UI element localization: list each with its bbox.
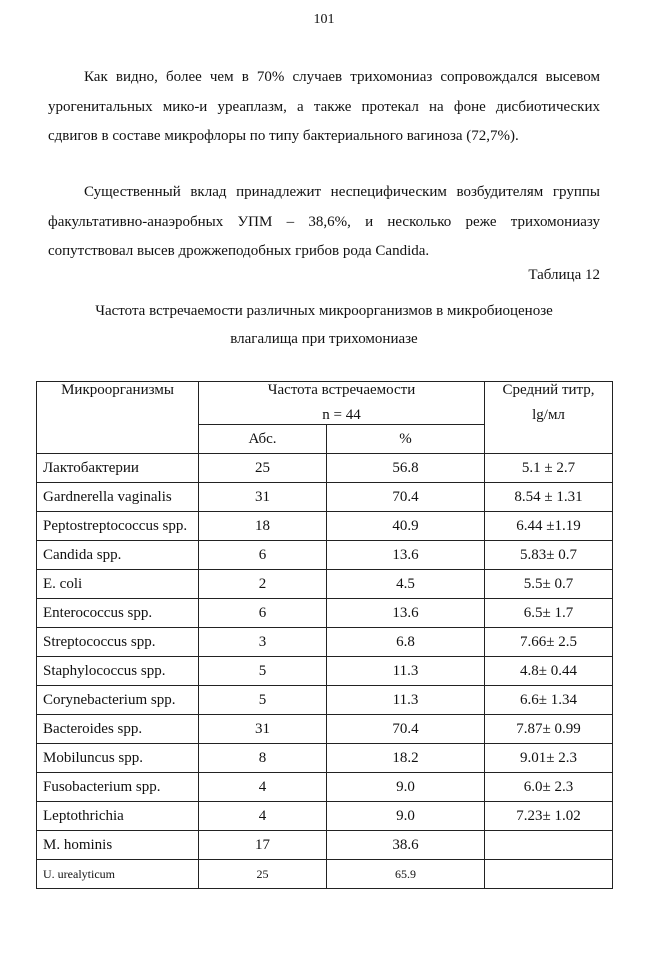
cell-abs: 31: [199, 715, 327, 744]
cell-abs: 4: [199, 773, 327, 802]
cell-abs: 5: [199, 686, 327, 715]
cell-percent: 56.8: [327, 454, 485, 483]
cell-percent: 6.8: [327, 628, 485, 657]
cell-microorganism: Bacteroides spp.: [37, 715, 199, 744]
table-body: [37, 454, 613, 889]
table-row: [37, 657, 613, 686]
header-titer: [485, 382, 613, 454]
cell-percent: 70.4: [327, 715, 485, 744]
cell-percent: 40.9: [327, 512, 485, 541]
cell-microorganism: Peptostreptococcus spp.: [37, 512, 199, 541]
cell-percent: 38.6: [327, 831, 485, 860]
header-abs: Абс.: [199, 425, 327, 454]
header-titer-line-2: lg/мл: [532, 407, 565, 423]
cell-percent: 70.4: [327, 483, 485, 512]
cell-microorganism: E. coli: [37, 570, 199, 599]
table-title: [48, 297, 600, 353]
cell-titer: 9.01± 2.3: [485, 744, 613, 773]
cell-abs: 17: [199, 831, 327, 860]
cell-abs: 5: [199, 657, 327, 686]
cell-microorganism: Fusobacterium spp.: [37, 773, 199, 802]
cell-abs: 8: [199, 744, 327, 773]
table-row: [37, 715, 613, 744]
cell-abs: 18: [199, 512, 327, 541]
cell-percent: 11.3: [327, 686, 485, 715]
paragraph-1: Как видно, более чем в 70% случаев трихомониаз сопровождался высевом урогенитальных мико-и уреаплазм, а также протекал на фоне дисбиотических сдвигов в составе микрофлоры по типу бактериального вагиноза (72,7%).: [48, 69, 600, 144]
table-row: [37, 483, 613, 512]
table-title-line-2: влагалища при трихомониазе: [230, 331, 418, 347]
table-row: [37, 541, 613, 570]
table-label: Таблица 12: [528, 267, 600, 283]
cell-percent: 11.3: [327, 657, 485, 686]
cell-titer: 6.44 ±1.19: [485, 512, 613, 541]
cell-titer: 7.66± 2.5: [485, 628, 613, 657]
table-row: [37, 454, 613, 483]
table-row: [37, 773, 613, 802]
cell-titer: 6.6± 1.34: [485, 686, 613, 715]
cell-titer: 5.5± 0.7: [485, 570, 613, 599]
cell-percent: 13.6: [327, 541, 485, 570]
cell-abs: 25: [199, 860, 327, 889]
cell-percent: 4.5: [327, 570, 485, 599]
cell-microorganism: Enterococcus spp.: [37, 599, 199, 628]
table-title-line-1: Частота встречаемости различных микроорганизмов в микробиоценозе: [95, 303, 553, 319]
table-row: [37, 512, 613, 541]
cell-microorganism: Streptococcus spp.: [37, 628, 199, 657]
table-row: [37, 831, 613, 860]
header-microorganisms: Микроорганизмы: [37, 382, 199, 454]
cell-titer: 4.8± 0.44: [485, 657, 613, 686]
cell-microorganism: Corynebacterium spp.: [37, 686, 199, 715]
header-percent: %: [327, 425, 485, 454]
cell-titer: [485, 831, 613, 860]
cell-abs: 31: [199, 483, 327, 512]
cell-abs: 6: [199, 599, 327, 628]
cell-titer: 5.83± 0.7: [485, 541, 613, 570]
table-row: [37, 599, 613, 628]
cell-abs: 6: [199, 541, 327, 570]
cell-titer: 5.1 ± 2.7: [485, 454, 613, 483]
cell-microorganism: U. urealyticum: [37, 860, 199, 889]
cell-microorganism: Лактобактерии: [37, 454, 199, 483]
cell-percent: 13.6: [327, 599, 485, 628]
cell-abs: 3: [199, 628, 327, 657]
header-frequency: [199, 382, 485, 425]
cell-percent: 65.9: [327, 860, 485, 889]
header-titer-line-1: Средний титр,: [502, 382, 595, 398]
header-frequency-label: Частота встречаемости: [267, 382, 416, 398]
cell-abs: 4: [199, 802, 327, 831]
table-row: [37, 628, 613, 657]
table-row: [37, 802, 613, 831]
microorganism-table: [36, 381, 613, 889]
cell-microorganism: Mobiluncus spp.: [37, 744, 199, 773]
cell-titer: 6.0± 2.3: [485, 773, 613, 802]
cell-microorganism: M. hominis: [37, 831, 199, 860]
cell-titer: [485, 860, 613, 889]
paragraph-2: Существенный вклад принадлежит неспецифическим возбудителям группы факультативно-анаэробных УПМ – 38,6%, и несколько реже трихомониазу сопутствовал высев дрожжеподобных грибов рода Candida.: [48, 184, 600, 259]
cell-percent: 18.2: [327, 744, 485, 773]
page-number: 101: [313, 12, 335, 27]
table-row: [37, 744, 613, 773]
cell-microorganism: Gardnerella vaginalis: [37, 483, 199, 512]
cell-microorganism: Leptothrichia: [37, 802, 199, 831]
cell-abs: 2: [199, 570, 327, 599]
cell-titer: 6.5± 1.7: [485, 599, 613, 628]
cell-percent: 9.0: [327, 802, 485, 831]
cell-titer: 8.54 ± 1.31: [485, 483, 613, 512]
cell-titer: 7.23± 1.02: [485, 802, 613, 831]
table-row: [37, 860, 613, 889]
table-row: [37, 570, 613, 599]
cell-abs: 25: [199, 454, 327, 483]
cell-microorganism: Candida spp.: [37, 541, 199, 570]
header-frequency-n: n = 44: [322, 407, 361, 423]
cell-microorganism: Staphylococcus spp.: [37, 657, 199, 686]
cell-titer: 7.87± 0.99: [485, 715, 613, 744]
table-row: [37, 686, 613, 715]
cell-percent: 9.0: [327, 773, 485, 802]
